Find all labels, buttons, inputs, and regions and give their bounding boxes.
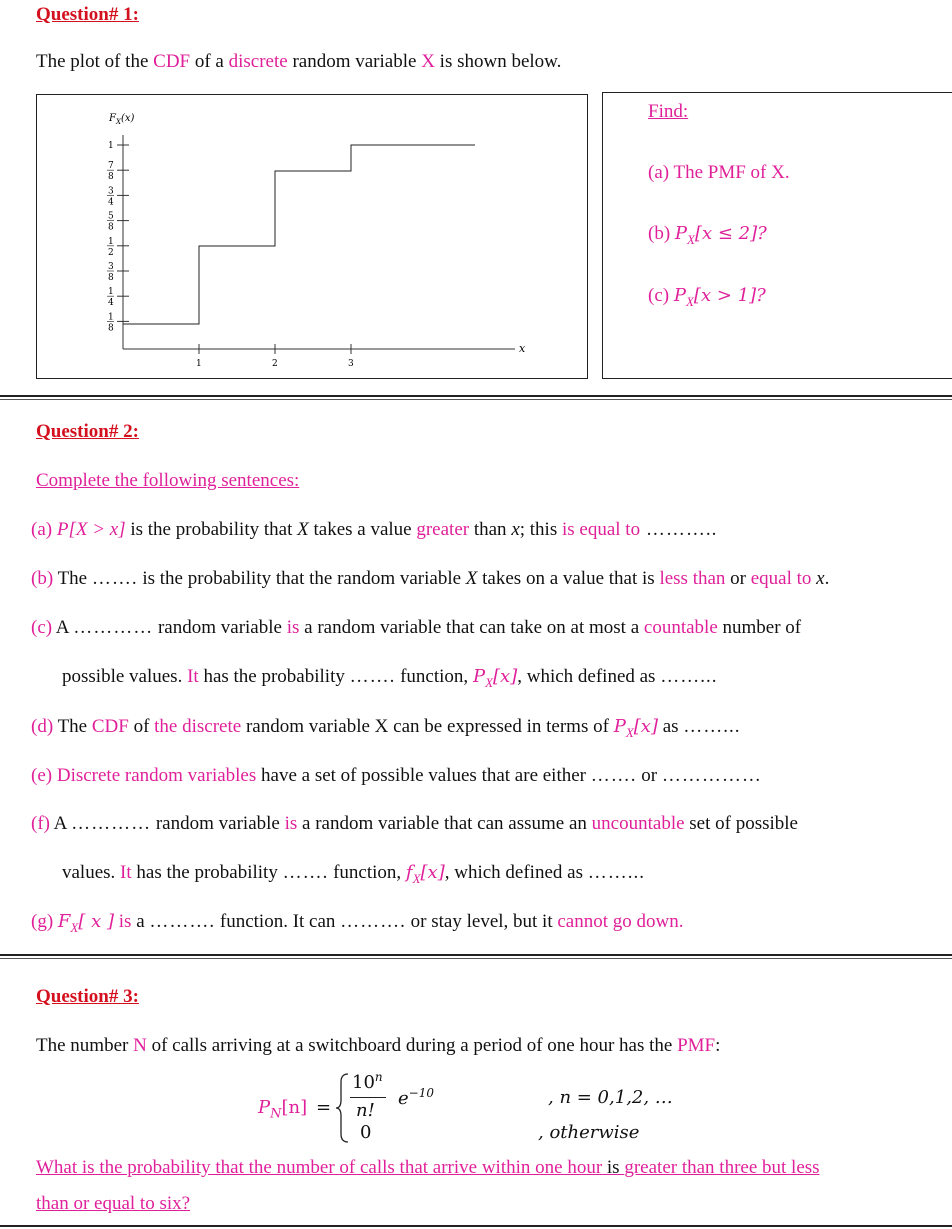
- y-tick-numerator: 1: [108, 141, 114, 151]
- item-a-text: is the probability that: [125, 519, 298, 540]
- y-tick-denominator: 8: [108, 273, 114, 283]
- item-f-text: random variable: [151, 813, 285, 834]
- formula-denominator: n!: [356, 1100, 375, 1121]
- find-b-math: P: [674, 223, 688, 244]
- item-d-math-sub: X: [625, 724, 634, 740]
- find-c-sub: X: [685, 293, 694, 309]
- item-g-text: a: [131, 911, 150, 932]
- formula-brace: [334, 1072, 350, 1144]
- formula-fraction-bar: [350, 1097, 386, 1098]
- cdf-plot: [37, 95, 587, 378]
- item-b-x: X: [465, 568, 478, 589]
- item-c-text: possible values.: [62, 666, 188, 687]
- separator-3: [0, 1225, 952, 1227]
- item-f-text: a random variable that can assume an: [297, 813, 592, 834]
- y-tick-numerator: 1: [108, 236, 114, 247]
- item-g-blank: ……….: [340, 911, 406, 932]
- item-a-math: P[X > x]: [56, 519, 126, 540]
- q3-heading: Question# 3:: [36, 986, 139, 1007]
- item-a-text: than: [469, 519, 512, 540]
- y-tick-denominator: 2: [108, 247, 114, 258]
- q2-item-f-line2: [62, 862, 645, 887]
- find-box: [602, 92, 952, 379]
- q3-question-line1: [36, 1157, 820, 1179]
- item-b-blank: …….: [91, 568, 138, 589]
- item-c-text: a random variable that can take on at most a: [299, 617, 644, 638]
- q3-question-text: What is the probability that the number of calls that arrive within one hour: [36, 1157, 603, 1178]
- separator-2: [0, 954, 952, 959]
- q3-intro: [36, 1035, 720, 1057]
- item-b-text: or: [725, 568, 751, 589]
- item-g-text: or stay level, but it: [405, 911, 558, 932]
- item-g-text: function. It can: [215, 911, 341, 932]
- item-c-blank: …….: [349, 666, 396, 687]
- item-f-text: A: [49, 813, 72, 834]
- q1-intro-text: random variable: [287, 51, 422, 72]
- item-b-less: less than: [659, 568, 726, 589]
- q3-pmf-term: PMF: [677, 1035, 716, 1056]
- formula-lhs-arg: [n]: [281, 1097, 308, 1118]
- item-a-greater: greater: [416, 519, 470, 540]
- item-g-math-sub: X: [70, 919, 79, 935]
- q2-heading: Question# 2:: [36, 421, 139, 442]
- find-item-b: [648, 223, 767, 248]
- q2-item-c: [31, 617, 801, 639]
- item-f-text: values.: [62, 862, 121, 883]
- formula-cond-1: , n = 0,1,2, …: [548, 1087, 673, 1108]
- formula-equals: =: [316, 1097, 332, 1118]
- item-c-it: It: [187, 666, 199, 687]
- item-f-blank: …………: [71, 813, 152, 834]
- formula-e: e: [398, 1088, 409, 1109]
- q3-question-line2: than or equal to six?: [36, 1193, 191, 1214]
- item-d-blank: ……...: [683, 716, 741, 737]
- item-g-math-arg: [ x ]: [78, 911, 114, 932]
- plot-ylabel: $F_X(x)$: [109, 113, 135, 126]
- item-f-math: f: [405, 862, 413, 883]
- q3-intro-text: of calls arriving at a switchboard during a period of one hour has the: [146, 1035, 678, 1056]
- formula-num-base: 10: [352, 1072, 375, 1093]
- item-g-blank: ……….: [149, 911, 216, 932]
- item-d-cdf: CDF: [91, 716, 129, 737]
- item-g-down: cannot go down.: [557, 911, 684, 932]
- formula-exp: [398, 1086, 434, 1109]
- q2-intro: Complete the following sentences:: [36, 470, 300, 491]
- q3-intro-text: :: [715, 1035, 721, 1056]
- q1-intro-text: is shown below.: [434, 51, 562, 72]
- q1-intro-text: The plot of the: [36, 51, 154, 72]
- item-f-text: , which defined as: [444, 862, 588, 883]
- item-c-countable: countable: [643, 617, 718, 638]
- item-f-text: has the probability: [131, 862, 283, 883]
- item-b-text: .: [824, 568, 830, 589]
- item-c-is: is: [286, 617, 300, 638]
- item-c-text: has the probability: [198, 666, 350, 687]
- y-tick-numerator: 1: [108, 287, 114, 298]
- q1-intro-text: of a: [190, 51, 229, 72]
- item-a-text: takes a value: [308, 519, 417, 540]
- item-d-text: as: [657, 716, 684, 737]
- formula-cond-2: , otherwise: [538, 1122, 640, 1143]
- q3-intro-text: The number: [36, 1035, 134, 1056]
- item-g-math: F: [57, 911, 71, 932]
- q2-item-e: [31, 765, 762, 787]
- item-a-x: X: [297, 519, 309, 540]
- item-g-label: (g): [31, 911, 54, 932]
- item-f-blank: …….: [282, 862, 329, 883]
- find-label: Find:: [648, 101, 689, 122]
- item-f-text: set of possible: [684, 813, 798, 834]
- item-e-blank: ……………: [661, 765, 762, 786]
- item-e-text: or: [636, 765, 662, 786]
- item-f-math-arg: [x]: [420, 862, 445, 883]
- q2-item-d: [31, 716, 741, 741]
- q2-item-b: [31, 568, 829, 590]
- q2-item-f: [31, 813, 798, 835]
- item-b-label: (b): [31, 568, 54, 589]
- q1-cdf-term: CDF: [153, 51, 191, 72]
- item-b-text: is the probability that the random variable: [137, 568, 466, 589]
- y-tick-numerator: 1: [108, 312, 114, 323]
- q1-intro: [36, 51, 561, 73]
- item-d-math: P: [613, 716, 626, 737]
- q2-item-a: [31, 519, 717, 541]
- plot-xlabel: x: [519, 342, 526, 355]
- item-d-label: (d): [31, 716, 54, 737]
- q1-discrete-term: discrete: [228, 51, 288, 72]
- y-tick-denominator: 8: [108, 222, 114, 233]
- item-a-equal: is equal to: [561, 519, 641, 540]
- y-tick-numerator: 7: [108, 161, 114, 172]
- find-c-rest: [x > 1]?: [693, 285, 766, 306]
- find-c-math: P: [673, 285, 686, 306]
- item-a-blank: ………..: [640, 519, 718, 540]
- formula-lhs: [258, 1097, 307, 1122]
- x-tick-label: 1: [196, 359, 202, 369]
- item-a-text: ; this: [519, 519, 562, 540]
- formula-lhs-p: P: [258, 1097, 271, 1118]
- item-e-label: (e): [31, 765, 53, 786]
- item-c-blank: ……...: [660, 666, 718, 687]
- find-c-label: (c): [648, 285, 674, 306]
- item-f-blank: ……...: [587, 862, 645, 883]
- item-c-math: P: [472, 666, 486, 687]
- q3-n-term: N: [133, 1035, 147, 1056]
- item-d-text: The: [53, 716, 92, 737]
- item-d-text: random variable X can be expressed in terms of: [241, 716, 614, 737]
- find-b-rest: [x ≤ 2]?: [694, 223, 767, 244]
- q1-x-term: X: [421, 51, 435, 72]
- q3-question-is: is: [602, 1157, 625, 1178]
- item-c-math-sub: X: [485, 674, 494, 690]
- item-e-discrete-rv: Discrete random variables: [56, 765, 257, 786]
- formula-num-exp: n: [374, 1070, 383, 1084]
- formula-lhs-sub: N: [270, 1106, 282, 1122]
- x-tick-label: 3: [348, 359, 354, 369]
- find-b-label: (b): [648, 223, 675, 244]
- item-d-math-arg: [x]: [633, 716, 658, 737]
- item-c-math-arg: [x]: [493, 666, 518, 687]
- item-d-text: of: [128, 716, 155, 737]
- q1-heading: Question# 1:: [36, 4, 139, 25]
- separator-1: [0, 395, 952, 400]
- item-f-uncountable: uncountable: [591, 813, 685, 834]
- item-c-text: random variable: [153, 617, 287, 638]
- find-item-a: (a) The PMF of X.: [648, 162, 790, 183]
- find-b-sub: X: [687, 231, 695, 247]
- item-b-text: takes on a value that is: [477, 568, 660, 589]
- y-tick-denominator: 8: [108, 172, 114, 183]
- item-f-is: is: [284, 813, 298, 834]
- item-c-text: A: [52, 617, 74, 638]
- item-c-text: number of: [717, 617, 802, 638]
- item-c-label: (c): [31, 617, 53, 638]
- q2-item-g: [31, 911, 684, 936]
- q3-question-text: greater than three but less: [624, 1157, 820, 1178]
- y-tick-denominator: 4: [108, 197, 114, 208]
- y-tick-numerator: 3: [108, 262, 114, 272]
- item-c-text: , which defined as: [517, 666, 661, 687]
- y-tick-denominator: 4: [108, 298, 114, 309]
- cdf-step-line: [123, 145, 475, 324]
- item-e-blank: …….: [590, 765, 637, 786]
- item-f-label: (f): [31, 813, 50, 834]
- x-tick-label: 2: [272, 359, 278, 369]
- find-item-c: [648, 285, 766, 310]
- formula-zero: 0: [360, 1122, 372, 1143]
- formula-e-exp: −10: [408, 1086, 434, 1100]
- item-d-discrete: the discrete: [154, 716, 242, 737]
- y-tick-numerator: 3: [108, 186, 114, 197]
- item-a-xlow: x: [511, 519, 520, 540]
- item-f-math-sub: X: [412, 870, 421, 886]
- item-g-is: is: [114, 911, 132, 932]
- item-f-text: function,: [328, 862, 406, 883]
- y-tick-numerator: 5: [108, 211, 114, 222]
- cdf-plot-box: [36, 94, 588, 379]
- q2-item-c-line2: [62, 666, 717, 691]
- formula-numerator: [352, 1070, 383, 1093]
- item-f-it: It: [120, 862, 132, 883]
- item-a-label: (a): [31, 519, 53, 540]
- item-b-xlow: x: [811, 568, 825, 589]
- item-c-blank: …………: [73, 617, 154, 638]
- y-tick-denominator: 8: [108, 323, 114, 334]
- item-c-text: function,: [395, 666, 473, 687]
- item-b-equal: equal to: [750, 568, 812, 589]
- item-b-text: The: [53, 568, 92, 589]
- item-e-text: have a set of possible values that are either: [256, 765, 591, 786]
